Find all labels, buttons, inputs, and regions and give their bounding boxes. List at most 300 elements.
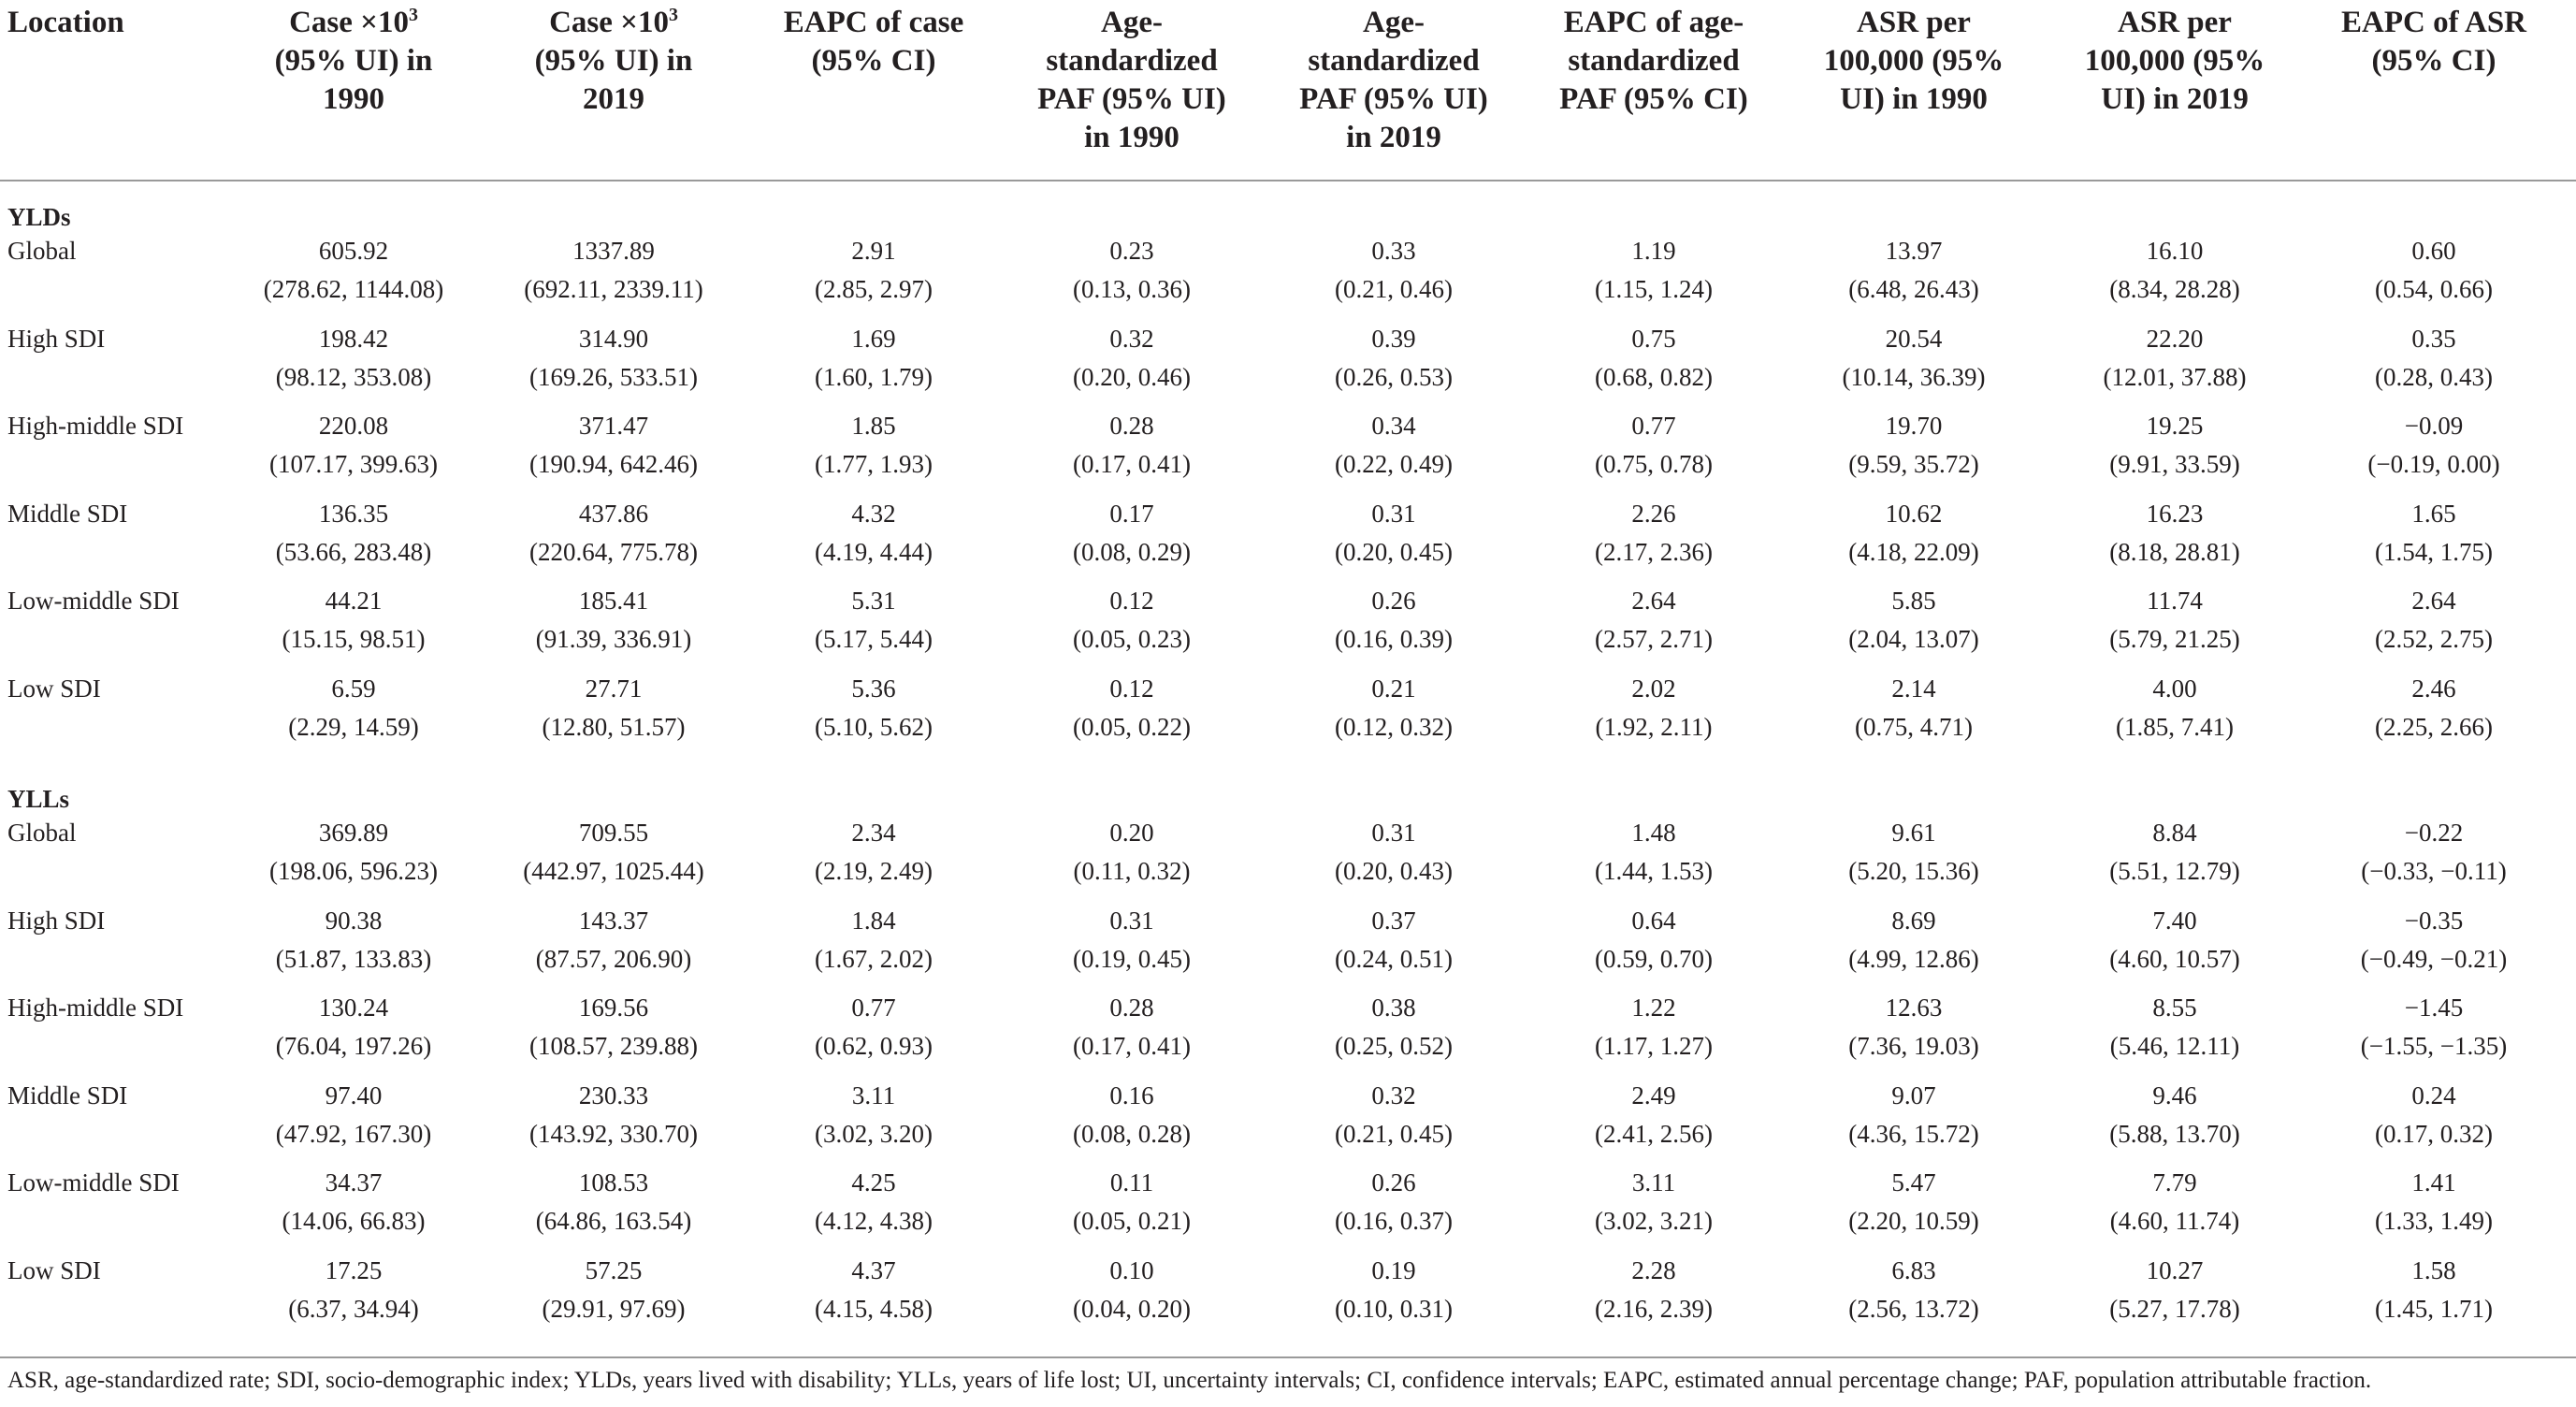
table-cell bbox=[227, 670, 480, 747]
cell-interval: (0.21, 0.46) bbox=[1335, 275, 1453, 303]
cell-value: 0.33 bbox=[1371, 237, 1416, 265]
column-header-line: Case ×10 bbox=[289, 6, 409, 39]
cell-interval: (143.92, 330.70) bbox=[529, 1119, 698, 1148]
table-cell bbox=[2048, 1252, 2301, 1328]
cell-value: 185.41 bbox=[578, 587, 649, 615]
cell-value: 0.10 bbox=[1109, 1255, 1154, 1284]
table-cell bbox=[1006, 407, 1258, 484]
column-header-line: Case ×10 bbox=[549, 6, 669, 39]
cell-value: 0.77 bbox=[851, 994, 896, 1022]
cell-value: 10.62 bbox=[1885, 499, 1943, 528]
table-cell bbox=[1527, 902, 1780, 979]
column-header-line bbox=[227, 4, 480, 42]
cell-value: 0.16 bbox=[1109, 1081, 1154, 1110]
cell-interval: (2.04, 13.07) bbox=[1848, 625, 1979, 653]
cell-value: 9.07 bbox=[1891, 1081, 1936, 1110]
cell-interval: (0.08, 0.28) bbox=[1073, 1119, 1191, 1148]
cell-interval: (1.45, 1.71) bbox=[2375, 1294, 2493, 1323]
cell-value: 27.71 bbox=[585, 674, 643, 703]
table-cell bbox=[2308, 989, 2560, 1066]
table-cell bbox=[2048, 407, 2301, 484]
cell-value: 605.92 bbox=[318, 237, 389, 265]
table-cell bbox=[2048, 670, 2301, 747]
cell-interval: (5.79, 21.25) bbox=[2109, 625, 2240, 653]
cell-value: 0.64 bbox=[1631, 906, 1676, 935]
table-cell bbox=[747, 814, 1000, 891]
cell-interval: (5.17, 5.44) bbox=[815, 625, 933, 653]
cell-interval: (8.18, 28.81) bbox=[2109, 537, 2240, 566]
column-header-line: (95% CI) bbox=[811, 44, 936, 78]
cell-interval: (5.46, 12.11) bbox=[2109, 1032, 2240, 1060]
table-cell bbox=[1267, 902, 1520, 979]
table-cell bbox=[487, 232, 740, 309]
cell-interval: (442.97, 1025.44) bbox=[523, 857, 704, 885]
table-cell bbox=[1267, 407, 1520, 484]
table-cell bbox=[1527, 1252, 1780, 1328]
table-cell bbox=[1267, 1252, 1520, 1328]
cell-interval: (2.17, 2.36) bbox=[1595, 537, 1713, 566]
cell-value: 2.14 bbox=[1891, 674, 1936, 703]
cell-interval: (12.80, 51.57) bbox=[542, 712, 686, 741]
table-cell bbox=[487, 1164, 740, 1240]
column-header-case2019 bbox=[487, 4, 740, 119]
row-location: Middle SDI bbox=[7, 499, 128, 528]
cell-value: 2.46 bbox=[2411, 674, 2456, 703]
cell-interval: (220.64, 775.78) bbox=[529, 537, 698, 566]
table-cell bbox=[747, 989, 1000, 1066]
table-cell bbox=[1787, 320, 2040, 397]
table-cell bbox=[747, 232, 1000, 309]
footer-divider bbox=[0, 1356, 2576, 1358]
cell-interval: (2.29, 14.59) bbox=[288, 712, 419, 741]
cell-interval: (0.17, 0.41) bbox=[1073, 450, 1191, 478]
column-header-line: UI) in 2019 bbox=[2101, 82, 2249, 116]
cell-interval: (91.39, 336.91) bbox=[535, 625, 692, 653]
cell-interval: (12.01, 37.88) bbox=[2103, 362, 2247, 391]
cell-value: 8.55 bbox=[2152, 994, 2197, 1022]
cell-interval: (4.36, 15.72) bbox=[1848, 1119, 1979, 1148]
table-cell bbox=[1006, 989, 1258, 1066]
cell-interval: (2.20, 10.59) bbox=[1848, 1207, 1979, 1235]
table-cell bbox=[1787, 989, 2040, 1066]
table-cell bbox=[1267, 495, 1520, 572]
row-location: Low-middle SDI bbox=[7, 587, 180, 615]
cell-value: 11.74 bbox=[2147, 587, 2203, 615]
cell-interval: (0.20, 0.46) bbox=[1073, 362, 1191, 391]
table-cell bbox=[1787, 902, 2040, 979]
cell-value: 1.85 bbox=[851, 412, 896, 440]
cell-interval: (5.88, 13.70) bbox=[2109, 1119, 2240, 1148]
table-cell bbox=[1527, 407, 1780, 484]
table-cell bbox=[227, 814, 480, 891]
cell-interval: (1.60, 1.79) bbox=[815, 362, 933, 391]
table-cell bbox=[487, 814, 740, 891]
table-cell bbox=[1527, 495, 1780, 572]
table-cell bbox=[487, 902, 740, 979]
cell-interval: (5.51, 12.79) bbox=[2109, 857, 2240, 885]
cell-interval: (98.12, 353.08) bbox=[275, 362, 432, 391]
table-cell bbox=[747, 495, 1000, 572]
cell-value: 8.69 bbox=[1891, 906, 1936, 935]
cell-interval: (0.54, 0.66) bbox=[2375, 275, 2493, 303]
cell-interval: (2.41, 2.56) bbox=[1595, 1119, 1713, 1148]
cell-value: 0.28 bbox=[1109, 994, 1154, 1022]
table-cell bbox=[1527, 1077, 1780, 1153]
cell-interval: (1.17, 1.27) bbox=[1595, 1032, 1713, 1060]
table-cell bbox=[2308, 670, 2560, 747]
table-cell bbox=[747, 320, 1000, 397]
cell-value: 1337.89 bbox=[572, 237, 655, 265]
cell-value: 108.53 bbox=[578, 1168, 649, 1197]
table-cell bbox=[1006, 902, 1258, 979]
cell-interval: (0.59, 0.70) bbox=[1595, 944, 1713, 973]
table-cell bbox=[2308, 232, 2560, 309]
cell-value: 1.41 bbox=[2411, 1168, 2456, 1197]
column-header-line: standardized bbox=[1568, 44, 1740, 78]
cell-interval: (0.04, 0.20) bbox=[1073, 1294, 1191, 1323]
table-cell bbox=[1787, 1164, 2040, 1240]
column-header-asr2019 bbox=[2048, 4, 2301, 119]
row-location: High SDI bbox=[7, 906, 106, 935]
table-cell bbox=[487, 320, 740, 397]
table-cell bbox=[2048, 1077, 2301, 1153]
cell-value: 2.49 bbox=[1631, 1081, 1676, 1110]
section-title: YLDs bbox=[7, 203, 71, 231]
table-footnote: ASR, age-standardized rate; SDI, socio-demographic index; YLDs, years lived with disability; YLLs, years of life lost; UI, uncertainty intervals; CI, confidence intervals; EAPC, estimated annual percentage change; PAF, population attributable fraction. bbox=[7, 1368, 2372, 1393]
cell-value: 0.28 bbox=[1109, 412, 1154, 440]
row-location: High SDI bbox=[7, 324, 106, 353]
table-cell bbox=[487, 670, 740, 747]
table-cell bbox=[2048, 814, 2301, 891]
cell-value: 2.26 bbox=[1631, 499, 1676, 528]
table-cell bbox=[487, 495, 740, 572]
cell-value: 0.32 bbox=[1109, 324, 1154, 353]
cell-interval: (0.05, 0.22) bbox=[1073, 712, 1191, 741]
cell-interval: (0.17, 0.41) bbox=[1073, 1032, 1191, 1060]
table-cell bbox=[2308, 407, 2560, 484]
cell-value: 0.11 bbox=[1109, 1168, 1154, 1197]
table-cell bbox=[2048, 989, 2301, 1066]
column-header-line: in 2019 bbox=[1346, 121, 1441, 154]
cell-value: −0.35 bbox=[2404, 906, 2464, 935]
table-cell bbox=[487, 989, 740, 1066]
cell-interval: (6.37, 34.94) bbox=[288, 1294, 419, 1323]
cell-interval: (0.62, 0.93) bbox=[815, 1032, 933, 1060]
table-cell bbox=[1267, 989, 1520, 1066]
cell-value: 8.84 bbox=[2152, 819, 2197, 847]
section-title: YLLs bbox=[7, 785, 70, 813]
cell-interval: (0.05, 0.23) bbox=[1073, 625, 1191, 653]
table-cell bbox=[1267, 814, 1520, 891]
column-header-line: standardized bbox=[1046, 44, 1218, 78]
table-cell bbox=[487, 1077, 740, 1153]
cell-interval: (3.02, 3.20) bbox=[815, 1119, 933, 1148]
cell-interval: (4.12, 4.38) bbox=[815, 1207, 933, 1235]
table-cell bbox=[227, 232, 480, 309]
table-cell bbox=[227, 1252, 480, 1328]
cell-value: 0.31 bbox=[1371, 499, 1416, 528]
cell-value: 19.25 bbox=[2146, 412, 2204, 440]
table-cell bbox=[2308, 1077, 2560, 1153]
cell-interval: (0.20, 0.45) bbox=[1335, 537, 1453, 566]
table-cell bbox=[227, 902, 480, 979]
cell-interval: (0.28, 0.43) bbox=[2375, 362, 2493, 391]
cell-value: 0.21 bbox=[1371, 674, 1416, 703]
column-header-line: Age- bbox=[1363, 6, 1425, 39]
table-cell bbox=[1006, 582, 1258, 659]
cell-interval: (6.48, 26.43) bbox=[1848, 275, 1979, 303]
cell-interval: (0.16, 0.39) bbox=[1335, 625, 1453, 653]
cell-value: 2.64 bbox=[1631, 587, 1676, 615]
cell-value: 12.63 bbox=[1885, 994, 1943, 1022]
table-cell bbox=[2308, 582, 2560, 659]
cell-interval: (−0.19, 0.00) bbox=[2367, 450, 2500, 478]
cell-value: 4.37 bbox=[851, 1255, 896, 1284]
table-cell bbox=[227, 495, 480, 572]
table-cell bbox=[1006, 495, 1258, 572]
table-cell bbox=[487, 407, 740, 484]
cell-value: 0.39 bbox=[1371, 324, 1416, 353]
cell-interval: (1.77, 1.93) bbox=[815, 450, 933, 478]
cell-value: 0.77 bbox=[1631, 412, 1676, 440]
row-location: High-middle SDI bbox=[7, 994, 184, 1022]
cell-value: 2.28 bbox=[1631, 1255, 1676, 1284]
column-header-line: ASR per bbox=[1857, 6, 1971, 39]
cell-value: 3.11 bbox=[851, 1081, 896, 1110]
cell-interval: (−1.55, −1.35) bbox=[2360, 1032, 2508, 1060]
cell-value: 0.32 bbox=[1371, 1081, 1416, 1110]
cell-interval: (1.54, 1.75) bbox=[2375, 537, 2493, 566]
cell-interval: (692.11, 2339.11) bbox=[524, 275, 703, 303]
cell-interval: (2.56, 13.72) bbox=[1848, 1294, 1979, 1323]
table-cell bbox=[1527, 670, 1780, 747]
cell-value: 0.31 bbox=[1109, 906, 1154, 935]
table-cell bbox=[227, 1077, 480, 1153]
table-cell bbox=[1006, 670, 1258, 747]
column-header-line: 2019 bbox=[583, 82, 644, 116]
cell-value: 7.79 bbox=[2152, 1168, 2197, 1197]
cell-interval: (0.16, 0.37) bbox=[1335, 1207, 1453, 1235]
table-cell bbox=[2048, 1164, 2301, 1240]
cell-value: 2.34 bbox=[851, 819, 896, 847]
cell-value: 16.10 bbox=[2146, 237, 2204, 265]
table-cell bbox=[2308, 495, 2560, 572]
cell-value: 5.36 bbox=[851, 674, 896, 703]
cell-interval: (1.15, 1.24) bbox=[1595, 275, 1713, 303]
cell-value: 0.75 bbox=[1631, 324, 1676, 353]
cell-interval: (1.85, 7.41) bbox=[2116, 712, 2234, 741]
cell-interval: (0.26, 0.53) bbox=[1335, 362, 1453, 391]
cell-value: 437.86 bbox=[578, 499, 649, 528]
cell-interval: (15.15, 98.51) bbox=[282, 625, 426, 653]
cell-interval: (51.87, 133.83) bbox=[275, 944, 432, 973]
cell-interval: (2.52, 2.75) bbox=[2375, 625, 2493, 653]
table-cell bbox=[747, 902, 1000, 979]
cell-interval: (2.16, 2.39) bbox=[1595, 1294, 1713, 1323]
cell-value: 1.19 bbox=[1631, 237, 1676, 265]
table-cell bbox=[747, 1252, 1000, 1328]
table-cell bbox=[1006, 814, 1258, 891]
cell-interval: (108.57, 239.88) bbox=[529, 1032, 698, 1060]
column-header-line: EAPC of age- bbox=[1563, 6, 1744, 39]
column-header-line: UI) in 1990 bbox=[1840, 82, 1988, 116]
cell-value: 1.22 bbox=[1631, 994, 1676, 1022]
cell-interval: (0.12, 0.32) bbox=[1335, 712, 1453, 741]
cell-interval: (3.02, 3.21) bbox=[1595, 1207, 1713, 1235]
cell-interval: (0.05, 0.21) bbox=[1073, 1207, 1191, 1235]
cell-value: 10.27 bbox=[2146, 1255, 2204, 1284]
table-cell bbox=[1006, 1252, 1258, 1328]
cell-value: 130.24 bbox=[318, 994, 389, 1022]
cell-value: 0.12 bbox=[1109, 587, 1154, 615]
table-cell bbox=[1527, 989, 1780, 1066]
row-location: Low-middle SDI bbox=[7, 1168, 180, 1197]
cell-value: 7.40 bbox=[2152, 906, 2197, 935]
table-cell bbox=[227, 407, 480, 484]
cell-value: 5.47 bbox=[1891, 1168, 1936, 1197]
cell-interval: (87.57, 206.90) bbox=[535, 944, 692, 973]
cell-interval: (0.75, 4.71) bbox=[1855, 712, 1973, 741]
cell-value: 369.89 bbox=[318, 819, 389, 847]
cell-value: 0.19 bbox=[1371, 1255, 1416, 1284]
row-location: Global bbox=[7, 819, 77, 847]
cell-value: 0.35 bbox=[2411, 324, 2456, 353]
cell-interval: (2.85, 2.97) bbox=[815, 275, 933, 303]
cell-value: 314.90 bbox=[578, 324, 649, 353]
table-cell bbox=[487, 582, 740, 659]
cell-value: 1.65 bbox=[2411, 499, 2456, 528]
cell-value: 16.23 bbox=[2146, 499, 2204, 528]
cell-value: 2.02 bbox=[1631, 674, 1676, 703]
header-divider bbox=[0, 180, 2576, 181]
table-cell bbox=[227, 582, 480, 659]
table-cell bbox=[2048, 902, 2301, 979]
column-header-line: 1990 bbox=[323, 82, 384, 116]
table-cell bbox=[2308, 1252, 2560, 1328]
cell-value: 19.70 bbox=[1885, 412, 1943, 440]
table-cell bbox=[1267, 1164, 1520, 1240]
cell-value: 6.59 bbox=[331, 674, 376, 703]
cell-value: 3.11 bbox=[1631, 1168, 1676, 1197]
cell-value: 44.21 bbox=[325, 587, 383, 615]
table-cell bbox=[1006, 232, 1258, 309]
cell-interval: (4.19, 4.44) bbox=[815, 537, 933, 566]
column-header-eapc_case bbox=[747, 4, 1000, 80]
cell-interval: (−0.49, −0.21) bbox=[2360, 944, 2508, 973]
cell-value: 0.60 bbox=[2411, 237, 2456, 265]
table-cell bbox=[2308, 320, 2560, 397]
cell-interval: (5.27, 17.78) bbox=[2109, 1294, 2240, 1323]
cell-value: 13.97 bbox=[1885, 237, 1943, 265]
column-header-line: ASR per bbox=[2118, 6, 2232, 39]
cell-value: 2.91 bbox=[851, 237, 896, 265]
row-location: Global bbox=[7, 237, 77, 265]
cell-value: 4.32 bbox=[851, 499, 896, 528]
column-header-paf1990 bbox=[1006, 4, 1258, 157]
cell-interval: (14.06, 66.83) bbox=[282, 1207, 426, 1235]
table-cell bbox=[1527, 1164, 1780, 1240]
cell-value: 9.61 bbox=[1891, 819, 1936, 847]
column-header-paf2019 bbox=[1267, 4, 1520, 157]
cell-interval: (4.15, 4.58) bbox=[815, 1294, 933, 1323]
cell-interval: (76.04, 197.26) bbox=[275, 1032, 432, 1060]
cell-value: 1.48 bbox=[1631, 819, 1676, 847]
cell-value: 1.58 bbox=[2411, 1255, 2456, 1284]
cell-value: 198.42 bbox=[318, 324, 389, 353]
cell-value: 6.83 bbox=[1891, 1255, 1936, 1284]
column-header-line: Age- bbox=[1101, 6, 1163, 39]
cell-interval: (64.86, 163.54) bbox=[535, 1207, 692, 1235]
column-header-asr1990 bbox=[1787, 4, 2040, 119]
cell-interval: (0.25, 0.52) bbox=[1335, 1032, 1453, 1060]
column-header-eapc_paf bbox=[1527, 4, 1780, 119]
superscript: 3 bbox=[668, 5, 678, 25]
table-cell bbox=[2308, 814, 2560, 891]
table-cell bbox=[2048, 495, 2301, 572]
cell-interval: (0.22, 0.49) bbox=[1335, 450, 1453, 478]
cell-interval: (1.44, 1.53) bbox=[1595, 857, 1713, 885]
row-location: Low SDI bbox=[7, 674, 101, 703]
table-cell bbox=[1006, 320, 1258, 397]
cell-interval: (−0.33, −0.11) bbox=[2361, 857, 2507, 885]
table-cell bbox=[1267, 670, 1520, 747]
table-cell bbox=[1006, 1164, 1258, 1240]
table-cell bbox=[1787, 407, 2040, 484]
cell-value: 9.46 bbox=[2152, 1081, 2197, 1110]
column-header-line: EAPC of case bbox=[783, 6, 964, 39]
cell-interval: (7.36, 19.03) bbox=[1848, 1032, 1979, 1060]
cell-value: 0.24 bbox=[2411, 1081, 2456, 1110]
table-cell bbox=[487, 1252, 740, 1328]
cell-interval: (8.34, 28.28) bbox=[2109, 275, 2240, 303]
cell-interval: (4.60, 10.57) bbox=[2109, 944, 2240, 973]
cell-value: 1.69 bbox=[851, 324, 896, 353]
table-cell bbox=[2308, 1164, 2560, 1240]
cell-value: 230.33 bbox=[578, 1081, 649, 1110]
cell-interval: (0.75, 0.78) bbox=[1595, 450, 1713, 478]
cell-value: 220.08 bbox=[318, 412, 389, 440]
table-cell bbox=[1527, 320, 1780, 397]
column-header-case1990 bbox=[227, 4, 480, 119]
table-cell bbox=[1787, 582, 2040, 659]
cell-interval: (0.19, 0.45) bbox=[1073, 944, 1191, 973]
cell-value: 371.47 bbox=[578, 412, 649, 440]
cell-interval: (0.68, 0.82) bbox=[1595, 362, 1713, 391]
cell-interval: (5.10, 5.62) bbox=[815, 712, 933, 741]
cell-interval: (0.11, 0.32) bbox=[1073, 857, 1191, 885]
column-header-eapc_asr bbox=[2308, 4, 2560, 80]
column-header-location: Location bbox=[7, 6, 124, 39]
cell-interval: (1.67, 2.02) bbox=[815, 944, 933, 973]
table-cell bbox=[1787, 232, 2040, 309]
table-cell bbox=[1267, 320, 1520, 397]
table-cell bbox=[1527, 582, 1780, 659]
cell-interval: (2.19, 2.49) bbox=[815, 857, 933, 885]
table-cell bbox=[2048, 232, 2301, 309]
cell-value: 34.37 bbox=[325, 1168, 383, 1197]
cell-value: 0.26 bbox=[1371, 1168, 1416, 1197]
cell-interval: (2.57, 2.71) bbox=[1595, 625, 1713, 653]
cell-value: 0.26 bbox=[1371, 587, 1416, 615]
table-cell bbox=[747, 407, 1000, 484]
cell-interval: (29.91, 97.69) bbox=[542, 1294, 686, 1323]
table-cell bbox=[1787, 814, 2040, 891]
cell-value: 20.54 bbox=[1885, 324, 1943, 353]
cell-interval: (9.91, 33.59) bbox=[2109, 450, 2240, 478]
table-cell bbox=[1267, 1077, 1520, 1153]
column-header-line: (95% UI) in bbox=[534, 44, 693, 78]
cell-value: 709.55 bbox=[578, 819, 649, 847]
